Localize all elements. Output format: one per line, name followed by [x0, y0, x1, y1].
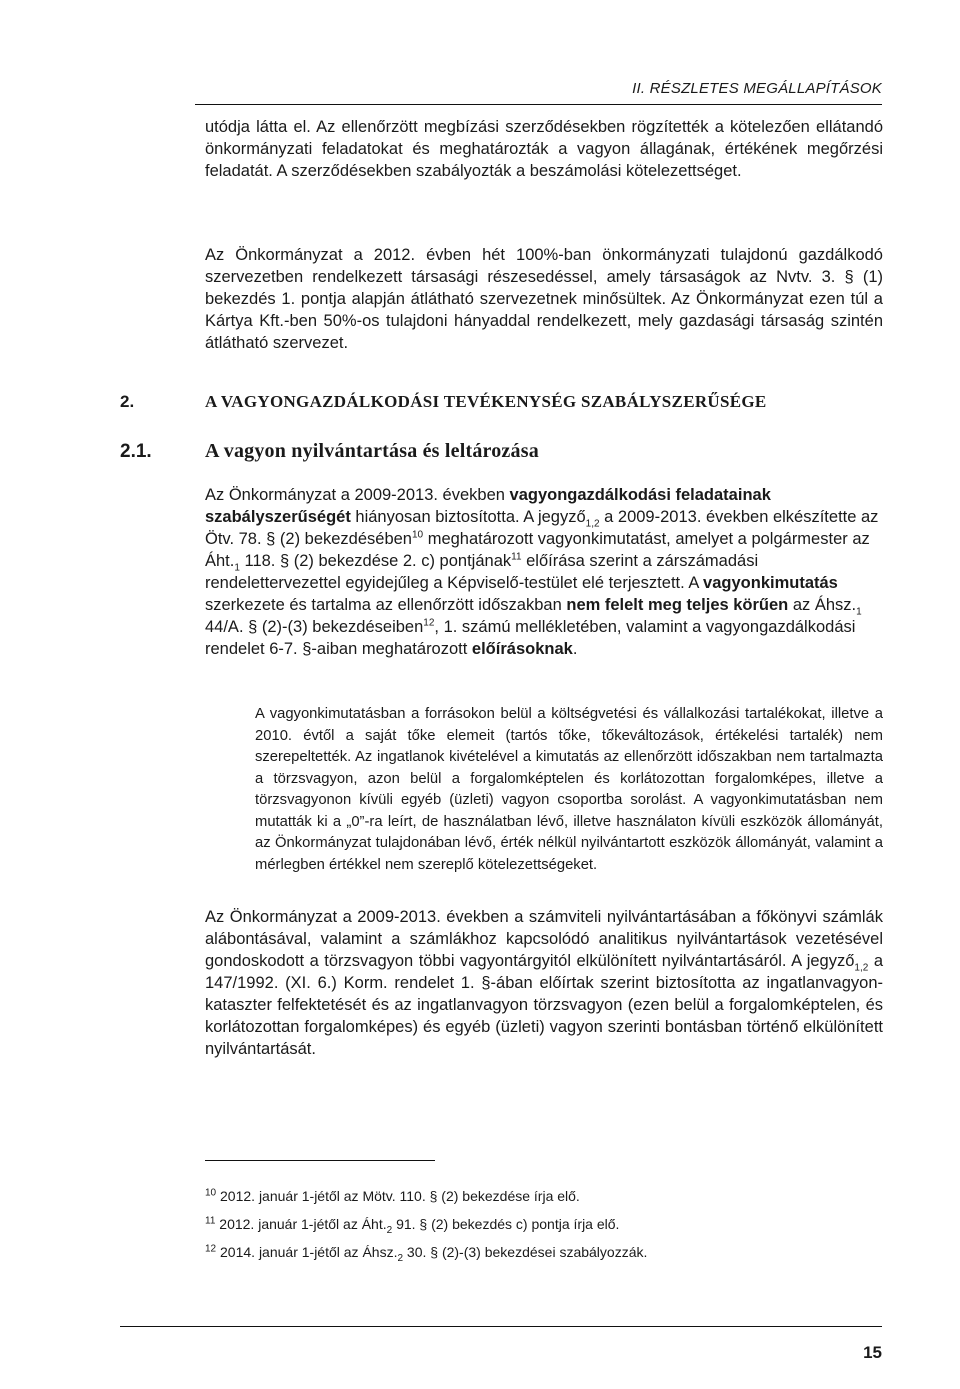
- footer-rule: [120, 1326, 882, 1327]
- header-rule: [195, 104, 882, 105]
- subsection-number: 2.1.: [120, 441, 152, 462]
- footnote-12: $^{12}$ 2014. január 1-jétől az $Áhsz._2$ 30. § (2)-(3) bekezdései szabályozzák.: [205, 1243, 648, 1264]
- page-number: 15: [863, 1343, 882, 1362]
- footnote-ref-11: 11: [511, 551, 522, 563]
- emph-duties: vagyongazdálkodási feladatainak szabályszerűségét: [205, 486, 771, 526]
- footnote-ref-10: 10: [411, 529, 424, 541]
- footnote-10: $^{10}$ 2012. január 1-jétől az Mötv. 110. § (2) bekezdése írja elő.: [205, 1187, 580, 1204]
- footnote-ref-12: 12: [423, 617, 435, 629]
- intro-paragraph-2: Az Önkormányzat a 2012. évben hét 100%-ban önkormányzati tulajdonú gazdálkodó szervezetben rendelkezett társasági részesedéssel, amely társaságok az Nvtv. 3. § (1) bekezdés 1. pontja alapján átlátható szervezetnek minősültek. Az Önkormányzat ezen túl a Kártya Kft.-ben 50%-os tulajdoni hányaddal rendelkezett, mely gazdasági társaság szintén átlátható szervezet.: [205, 246, 883, 352]
- subsection-title: A vagyon nyilvántartása és leltározása: [205, 440, 539, 462]
- running-header: II. RÉSZLETES MEGÁLLAPÍTÁSOK: [632, 80, 882, 97]
- paragraph-inventory-finding: A vagyonkimutatásban a forrásokon belül a költségvetési és vállalkozási tartalékokat, illetve a 2010. évtől a saját tőke elemeit (tartós tőke, tőkeváltozások, értékelési tartalék) nem szerepeltették. Az ingatlanok kivételével a kimutatás az ellenőrzött időszakban nem tartalmazta a törzsvagyon, azon belül a forgalomképtelen és korlátozottan forgalomképes, illetve a törzsvagyonon kívüli egyéb (üzleti) vagyon csoportba sorolást. A vagyonkimutatásban nem mutatták ki a „0”-ra leírt, de használatban lévő, illetve használaton kívüli eszközök állományát, az Önkormányzat tulajdonában lévő, érték nélkül nyilvántartott eszközök állományát, valamint a mérlegben értékkel nem szereplő kötelezettségeket.: [255, 706, 883, 873]
- paragraph-ledger: Az Önkormányzat a 2009-2013. években a számviteli nyilvántartásában a főkönyvi számlák alábontásával, valamint a számlákhoz kapcsolódó analitikus nyilvántartások vezetésével gondoskodott a törzsvagyon többi vagyontárgyitól elkülönített nyilvántartásáról. A jegyző$_{1,2}$ a 147/1992. (XI. 6.) Korm. rendelet 1. §-ában előírtak szerint biztosította az ingatlanvagyon-kataszter felfektetését és az ingatlanvagyon törzsvagyon (ezen belül a forgalomképtelen, és korlátozottan forgalomképes) és egyéb (üzleti) vagyon szerinti bontásban történő elkülönített nyilvántartását.: [205, 908, 883, 1058]
- section-number: 2.: [120, 392, 135, 411]
- emph-requirements: előírásoknak: [471, 640, 573, 658]
- footnote-11: $^{11}$ 2012. január 1-jétől az $Áht._2$ 91. § (2) bekezdés c) pontja írja elő.: [205, 1215, 620, 1236]
- section-title: A VAGYONGAZDÁLKODÁSI TEVÉKENYSÉG SZABÁLYSZERŰSÉGE: [205, 392, 767, 411]
- intro-paragraph-1: utódja látta el. Az ellenőrzött megbízási szerződésekben rögzítették a kötelezően ellátandó önkormányzati feladatokat és meghatározták a vagyon állagának, értékének megőrzési feladatát. A szerződésekben szabályozták a beszámolási kötelezettséget.: [205, 118, 883, 180]
- emph-not-complete: nem felelt meg teljes körűen: [566, 596, 789, 614]
- paragraph-asset-records: Az Önkormányzat a 2009-2013. években vagyongazdálkodási feladatainak szabályszerűségét hiányosan biztosította. A jegyző$_{1,2}$ a 2009-2013. években elkészítette az Ötv. 78. § (2) bekezdésében$^{10}$ meghatározott vagyonkimutatást, amelyet a polgármester az $Áht._1$ 118. § (2) bekezdése 2. c) pontjának$^{11}$ előírása szerint a zárszámadási rendelettervezettel egyidejűleg a Képviselő-testület elé terjesztett. A vagyonkimutatás szerkezete és tartalma az ellenőrzött időszakban nem felelt meg teljes körűen az $Áhsz._1$ 44/A. § (2)-(3) bekezdéseiben$^{12}$, 1. számú mellékletében, valamint a vagyongazdálkodási rendelet 6-7. §-aiban meghatározott előírásoknak.: [205, 486, 879, 658]
- emph-inventory: vagyonkimutatás: [703, 574, 838, 592]
- footnote-rule: [205, 1160, 435, 1161]
